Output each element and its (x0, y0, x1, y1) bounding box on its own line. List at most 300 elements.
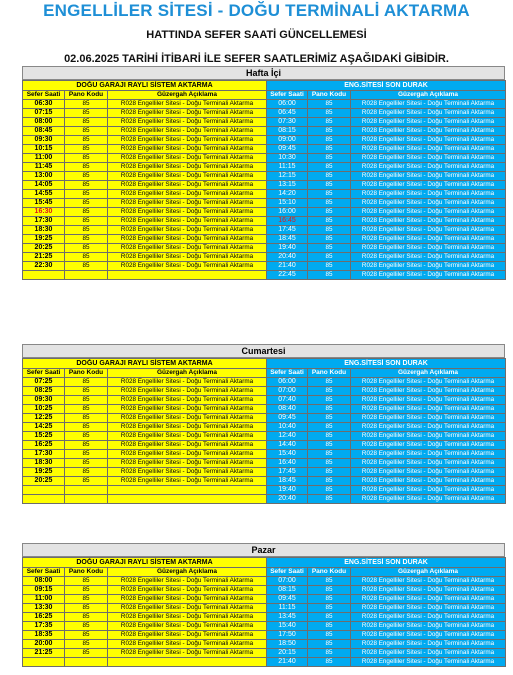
route-code: 85 (308, 244, 351, 253)
departure-time: 09:45 (267, 145, 308, 154)
table-row (23, 163, 267, 172)
route-description: R028 Engelliler Sitesi - Doğu Terminali Aktarma (108, 432, 267, 441)
route-code: 85 (65, 459, 108, 468)
table-row (267, 441, 506, 450)
table-row (267, 226, 506, 235)
departure-time: 18:30 (23, 226, 65, 235)
departure-time: 20:15 (267, 649, 308, 658)
route-description: R028 Engelliler Sitesi - Doğu Terminali Aktarma (351, 405, 506, 414)
table-row (23, 486, 267, 495)
table-row (23, 244, 267, 253)
route-code: 85 (308, 468, 351, 477)
route-code: 85 (65, 235, 108, 244)
route-code: 85 (65, 405, 108, 414)
page-title: ENGELLİLER SİTESİ - DOĞU TERMİNALİ AKTARMA (43, 1, 470, 20)
route-description: R028 Engelliler Sitesi - Doğu Terminali Aktarma (108, 604, 267, 613)
route-description: R028 Engelliler Sitesi - Doğu Terminali Aktarma (351, 495, 506, 504)
departure-time: 10:30 (267, 154, 308, 163)
departure-time: 10:15 (23, 145, 65, 154)
table-row (267, 613, 506, 622)
route-code: 85 (65, 441, 108, 450)
departure-time: 16:30 (23, 208, 65, 217)
route-description: R028 Engelliler Sitesi - Doğu Terminali Aktarma (108, 244, 267, 253)
route-code: 85 (65, 199, 108, 208)
column-header-route: Güzergah Açıklama (108, 91, 267, 100)
departure-time: 19:40 (267, 244, 308, 253)
departure-time: 11:00 (23, 595, 65, 604)
table-row (267, 459, 506, 468)
route-code: 85 (65, 253, 108, 262)
route-code: 85 (308, 226, 351, 235)
route-description: R028 Engelliler Sitesi - Doğu Terminali Aktarma (108, 631, 267, 640)
table-row (267, 118, 506, 127)
departure-time: 08:00 (23, 118, 65, 127)
departure-time: 08:00 (23, 577, 65, 586)
route-code: 85 (65, 226, 108, 235)
departure-time: 15:40 (267, 622, 308, 631)
departure-time: 13:45 (267, 613, 308, 622)
departure-time: 19:25 (23, 468, 65, 477)
table-title: ENG.SİTESİ SON DURAK (267, 81, 506, 91)
departure-time: 20:00 (23, 640, 65, 649)
route-code: 85 (65, 109, 108, 118)
departure-time: 07:40 (267, 396, 308, 405)
route-description: R028 Engelliler Sitesi - Doğu Terminali Aktarma (108, 262, 267, 271)
route-code: 85 (308, 495, 351, 504)
route-description: R028 Engelliler Sitesi - Doğu Terminali Aktarma (351, 163, 506, 172)
route-code: 85 (308, 577, 351, 586)
route-description: R028 Engelliler Sitesi - Doğu Terminali Aktarma (108, 622, 267, 631)
table-row (23, 604, 267, 613)
route-code: 85 (308, 217, 351, 226)
table-row (267, 450, 506, 459)
empty-cell (108, 658, 267, 667)
route-description: R028 Engelliler Sitesi - Doğu Terminali Aktarma (351, 226, 506, 235)
route-description: R028 Engelliler Sitesi - Doğu Terminali Aktarma (351, 172, 506, 181)
departure-time: 07:15 (23, 109, 65, 118)
table-row (23, 181, 267, 190)
table-row (23, 477, 267, 486)
table-row (267, 181, 506, 190)
departure-time: 16:25 (23, 613, 65, 622)
eng-sitesi-table (266, 80, 505, 280)
departure-time: 12:15 (267, 172, 308, 181)
departure-time: 09:30 (23, 136, 65, 145)
doğu-garaji-table (22, 80, 266, 280)
table-row (23, 253, 267, 262)
departure-time: 20:40 (267, 495, 308, 504)
route-description: R028 Engelliler Sitesi - Doğu Terminali Aktarma (351, 136, 506, 145)
section-title: Cumartesi (22, 344, 505, 358)
route-code: 85 (308, 586, 351, 595)
section-tables (22, 557, 505, 667)
route-description: R028 Engelliler Sitesi - Doğu Terminali Aktarma (351, 450, 506, 459)
departure-time: 21:40 (267, 262, 308, 271)
column-header-time: Sefer Saati (267, 568, 308, 577)
column-header-code: Pano Kodu (308, 568, 351, 577)
route-code: 85 (308, 613, 351, 622)
table-row (267, 378, 506, 387)
route-code: 85 (308, 145, 351, 154)
route-code: 85 (308, 477, 351, 486)
route-code: 85 (65, 118, 108, 127)
table-row (23, 631, 267, 640)
table-row (23, 432, 267, 441)
departure-time: 10:40 (267, 423, 308, 432)
route-code: 85 (65, 172, 108, 181)
route-code: 85 (308, 622, 351, 631)
table-row (267, 622, 506, 631)
departure-time: 10:25 (23, 405, 65, 414)
doğu-garaji-table (22, 358, 266, 504)
departure-time: 13:00 (23, 172, 65, 181)
table-row (267, 640, 506, 649)
departure-time: 22:45 (267, 271, 308, 280)
table-row (267, 100, 506, 109)
route-description: R028 Engelliler Sitesi - Doğu Terminali Aktarma (351, 244, 506, 253)
route-description: R028 Engelliler Sitesi - Doğu Terminali Aktarma (108, 405, 267, 414)
route-code: 85 (65, 414, 108, 423)
empty-cell (23, 486, 65, 495)
route-code: 85 (308, 154, 351, 163)
table-row (23, 450, 267, 459)
column-header-route: Güzergah Açıklama (351, 568, 506, 577)
table-title: ENG.SİTESİ SON DURAK (267, 359, 506, 369)
table-row (23, 226, 267, 235)
route-code: 85 (65, 396, 108, 405)
route-code: 85 (308, 459, 351, 468)
route-code: 85 (308, 181, 351, 190)
route-code: 85 (308, 199, 351, 208)
route-description: R028 Engelliler Sitesi - Doğu Terminali Aktarma (351, 649, 506, 658)
departure-time: 14:25 (23, 423, 65, 432)
route-description: R028 Engelliler Sitesi - Doğu Terminali Aktarma (351, 459, 506, 468)
route-code: 85 (65, 154, 108, 163)
departure-time: 09:45 (267, 414, 308, 423)
route-description: R028 Engelliler Sitesi - Doğu Terminali Aktarma (108, 378, 267, 387)
departure-time: 15:25 (23, 432, 65, 441)
departure-time: 16:40 (267, 459, 308, 468)
route-description: R028 Engelliler Sitesi - Doğu Terminali Aktarma (108, 577, 267, 586)
route-code: 85 (65, 640, 108, 649)
column-header-code: Pano Kodu (308, 369, 351, 378)
route-code: 85 (65, 217, 108, 226)
table-row (267, 577, 506, 586)
route-description: R028 Engelliler Sitesi - Doğu Terminali Aktarma (351, 190, 506, 199)
route-code: 85 (65, 181, 108, 190)
route-description: R028 Engelliler Sitesi - Doğu Terminali Aktarma (351, 109, 506, 118)
route-description: R028 Engelliler Sitesi - Doğu Terminali Aktarma (351, 432, 506, 441)
departure-time: 18:45 (267, 477, 308, 486)
route-description: R028 Engelliler Sitesi - Doğu Terminali Aktarma (351, 262, 506, 271)
route-description: R028 Engelliler Sitesi - Doğu Terminali Aktarma (351, 199, 506, 208)
section-title: Hafta İçi (22, 66, 505, 80)
column-header-time: Sefer Saati (23, 568, 65, 577)
departure-time: 18:30 (23, 459, 65, 468)
route-description: R028 Engelliler Sitesi - Doğu Terminali Aktarma (108, 441, 267, 450)
route-description: R028 Engelliler Sitesi - Doğu Terminali Aktarma (351, 486, 506, 495)
table-row (267, 586, 506, 595)
route-code: 85 (308, 486, 351, 495)
table-row (23, 109, 267, 118)
route-description: R028 Engelliler Sitesi - Doğu Terminali Aktarma (108, 387, 267, 396)
departure-time: 16:45 (267, 217, 308, 226)
departure-time: 12:25 (23, 414, 65, 423)
route-code: 85 (308, 109, 351, 118)
table-row (23, 208, 267, 217)
empty-cell (65, 495, 108, 504)
departure-time: 15:10 (267, 199, 308, 208)
route-description: R028 Engelliler Sitesi - Doğu Terminali Aktarma (108, 477, 267, 486)
table-title: DOĞU GARAJI RAYLI SİSTEM AKTARMA (23, 81, 267, 91)
route-code: 85 (65, 190, 108, 199)
route-description: R028 Engelliler Sitesi - Doğu Terminali Aktarma (351, 181, 506, 190)
route-code: 85 (308, 432, 351, 441)
route-description: R028 Engelliler Sitesi - Doğu Terminali Aktarma (351, 378, 506, 387)
table-row (267, 262, 506, 271)
route-description: R028 Engelliler Sitesi - Doğu Terminali Aktarma (351, 217, 506, 226)
departure-time: 21:25 (23, 253, 65, 262)
route-description: R028 Engelliler Sitesi - Doğu Terminali Aktarma (351, 658, 506, 667)
route-description: R028 Engelliler Sitesi - Doğu Terminali Aktarma (108, 154, 267, 163)
route-description: R028 Engelliler Sitesi - Doğu Terminali Aktarma (108, 649, 267, 658)
table-title: ENG.SİTESİ SON DURAK (267, 558, 506, 568)
route-code: 85 (65, 127, 108, 136)
route-code: 85 (65, 622, 108, 631)
table-title: DOĞU GARAJI RAYLI SİSTEM AKTARMA (23, 359, 267, 369)
departure-time: 22:30 (23, 262, 65, 271)
route-code: 85 (65, 595, 108, 604)
departure-time: 07:00 (267, 577, 308, 586)
table-row (23, 145, 267, 154)
departure-time: 11:15 (267, 163, 308, 172)
column-header-route: Güzergah Açıklama (351, 91, 506, 100)
table-row (267, 432, 506, 441)
route-description: R028 Engelliler Sitesi - Doğu Terminali Aktarma (351, 118, 506, 127)
route-description: R028 Engelliler Sitesi - Doğu Terminali Aktarma (108, 181, 267, 190)
section-tables (22, 80, 505, 280)
table-row (267, 495, 506, 504)
departure-time: 12:40 (267, 432, 308, 441)
route-code: 85 (308, 190, 351, 199)
departure-time: 11:15 (267, 604, 308, 613)
table-row (23, 235, 267, 244)
route-code: 85 (308, 208, 351, 217)
route-code: 85 (308, 172, 351, 181)
departure-time: 08:15 (267, 586, 308, 595)
route-description: R028 Engelliler Sitesi - Doğu Terminali Aktarma (351, 468, 506, 477)
route-description: R028 Engelliler Sitesi - Doğu Terminali Aktarma (108, 208, 267, 217)
departure-time: 07:30 (267, 118, 308, 127)
table-row (23, 649, 267, 658)
route-description: R028 Engelliler Sitesi - Doğu Terminali Aktarma (351, 441, 506, 450)
table-row (267, 387, 506, 396)
route-code: 85 (65, 378, 108, 387)
route-description: R028 Engelliler Sitesi - Doğu Terminali Aktarma (108, 595, 267, 604)
route-description: R028 Engelliler Sitesi - Doğu Terminali Aktarma (108, 459, 267, 468)
departure-time: 21:40 (267, 658, 308, 667)
departure-time: 17:30 (23, 450, 65, 459)
route-description: R028 Engelliler Sitesi - Doğu Terminali Aktarma (108, 163, 267, 172)
route-description: R028 Engelliler Sitesi - Doğu Terminali Aktarma (351, 477, 506, 486)
schedule-section-sunday (22, 543, 505, 667)
table-row (23, 154, 267, 163)
route-description: R028 Engelliler Sitesi - Doğu Terminali Aktarma (108, 414, 267, 423)
departure-time: 16:25 (23, 441, 65, 450)
table-row (23, 190, 267, 199)
departure-time: 07:00 (267, 387, 308, 396)
empty-cell (65, 486, 108, 495)
route-code: 85 (65, 604, 108, 613)
departure-time: 17:45 (267, 468, 308, 477)
route-description: R028 Engelliler Sitesi - Doğu Terminali Aktarma (108, 217, 267, 226)
empty-cell (108, 486, 267, 495)
route-description: R028 Engelliler Sitesi - Doğu Terminali Aktarma (108, 109, 267, 118)
table-row (23, 495, 267, 504)
departure-time: 18:45 (267, 235, 308, 244)
departure-time: 13:15 (267, 181, 308, 190)
departure-time: 18:35 (23, 631, 65, 640)
table-row (23, 613, 267, 622)
table-row (267, 172, 506, 181)
empty-cell (108, 495, 267, 504)
departure-time: 08:25 (23, 387, 65, 396)
empty-cell (23, 658, 65, 667)
route-code: 85 (308, 163, 351, 172)
route-code: 85 (65, 100, 108, 109)
route-description: R028 Engelliler Sitesi - Doğu Terminali Aktarma (108, 613, 267, 622)
table-row (23, 459, 267, 468)
departure-time: 15:45 (23, 199, 65, 208)
route-code: 85 (308, 441, 351, 450)
table-row (23, 396, 267, 405)
column-header-route: Güzergah Açıklama (108, 369, 267, 378)
table-row (23, 586, 267, 595)
departure-time: 08:40 (267, 405, 308, 414)
route-description: R028 Engelliler Sitesi - Doğu Terminali Aktarma (351, 613, 506, 622)
table-row (23, 127, 267, 136)
departure-time: 20:25 (23, 477, 65, 486)
route-description: R028 Engelliler Sitesi - Doğu Terminali Aktarma (351, 595, 506, 604)
route-description: R028 Engelliler Sitesi - Doğu Terminali Aktarma (108, 118, 267, 127)
route-code: 85 (65, 387, 108, 396)
route-code: 85 (65, 208, 108, 217)
route-description: R028 Engelliler Sitesi - Doğu Terminali Aktarma (351, 414, 506, 423)
table-row (23, 378, 267, 387)
route-description: R028 Engelliler Sitesi - Doğu Terminali Aktarma (351, 127, 506, 136)
table-row (23, 199, 267, 208)
route-code: 85 (308, 127, 351, 136)
empty-cell (23, 271, 65, 280)
schedule-section-saturday (22, 344, 505, 504)
table-row (23, 622, 267, 631)
departure-time: 08:15 (267, 127, 308, 136)
table-title: DOĞU GARAJI RAYLI SİSTEM AKTARMA (23, 558, 267, 568)
route-code: 85 (308, 414, 351, 423)
table-row (23, 262, 267, 271)
table-row (23, 577, 267, 586)
route-description: R028 Engelliler Sitesi - Doğu Terminali Aktarma (108, 235, 267, 244)
table-row (23, 172, 267, 181)
route-code: 85 (308, 631, 351, 640)
departure-time: 07:25 (23, 378, 65, 387)
table-row (267, 217, 506, 226)
column-header-route: Güzergah Açıklama (351, 369, 506, 378)
effective-date-line: 02.06.2025 TARİHİ İTİBARİ İLE SEFER SAATLERİMİZ AŞAĞIDAKİ GİBİDİR. (64, 53, 449, 65)
route-code: 85 (308, 271, 351, 280)
route-description: R028 Engelliler Sitesi - Doğu Terminali Aktarma (108, 136, 267, 145)
route-code: 85 (308, 450, 351, 459)
departure-time: 09:45 (267, 595, 308, 604)
route-code: 85 (65, 432, 108, 441)
departure-time: 11:00 (23, 154, 65, 163)
table-row (267, 405, 506, 414)
departure-time: 06:00 (267, 378, 308, 387)
route-description: R028 Engelliler Sitesi - Doğu Terminali Aktarma (108, 172, 267, 181)
departure-time: 06:00 (267, 100, 308, 109)
route-code: 85 (308, 100, 351, 109)
table-row (23, 595, 267, 604)
table-row (267, 649, 506, 658)
eng-sitesi-table (266, 557, 505, 667)
eng-sitesi-table (266, 358, 505, 504)
departure-time: 11:45 (23, 163, 65, 172)
route-description: R028 Engelliler Sitesi - Doğu Terminali Aktarma (351, 271, 506, 280)
route-description: R028 Engelliler Sitesi - Doğu Terminali Aktarma (108, 253, 267, 262)
route-description: R028 Engelliler Sitesi - Doğu Terminali Aktarma (108, 640, 267, 649)
departure-time: 13:30 (23, 604, 65, 613)
table-row (23, 387, 267, 396)
table-row (267, 477, 506, 486)
route-description: R028 Engelliler Sitesi - Doğu Terminali Aktarma (108, 468, 267, 477)
table-row (267, 208, 506, 217)
table-row (23, 468, 267, 477)
route-description: R028 Engelliler Sitesi - Doğu Terminali Aktarma (108, 199, 267, 208)
departure-time: 20:25 (23, 244, 65, 253)
page-subtitle: HATTINDA SEFER SAATİ GÜNCELLEMESİ (146, 29, 367, 41)
route-description: R028 Engelliler Sitesi - Doğu Terminali Aktarma (351, 253, 506, 262)
departure-time: 17:35 (23, 622, 65, 631)
departure-time: 06:30 (23, 100, 65, 109)
table-row (23, 217, 267, 226)
table-row (23, 271, 267, 280)
route-code: 85 (308, 396, 351, 405)
route-code: 85 (308, 262, 351, 271)
doğu-garaji-table (22, 557, 266, 667)
table-row (267, 109, 506, 118)
table-row (23, 405, 267, 414)
route-description: R028 Engelliler Sitesi - Doğu Terminali Aktarma (108, 586, 267, 595)
route-code: 85 (308, 378, 351, 387)
route-code: 85 (65, 136, 108, 145)
route-code: 85 (65, 145, 108, 154)
route-description: R028 Engelliler Sitesi - Doğu Terminali Aktarma (351, 235, 506, 244)
table-row (267, 468, 506, 477)
departure-time: 14:20 (267, 190, 308, 199)
route-code: 85 (308, 640, 351, 649)
table-row (267, 486, 506, 495)
route-code: 85 (308, 253, 351, 262)
table-row (23, 100, 267, 109)
route-description: R028 Engelliler Sitesi - Doğu Terminali Aktarma (108, 190, 267, 199)
route-description: R028 Engelliler Sitesi - Doğu Terminali Aktarma (108, 450, 267, 459)
schedule-section-weekday (22, 66, 505, 280)
route-code: 85 (65, 613, 108, 622)
departure-time: 17:30 (23, 217, 65, 226)
table-row (267, 604, 506, 613)
table-row (23, 118, 267, 127)
route-description: R028 Engelliler Sitesi - Doğu Terminali Aktarma (351, 604, 506, 613)
